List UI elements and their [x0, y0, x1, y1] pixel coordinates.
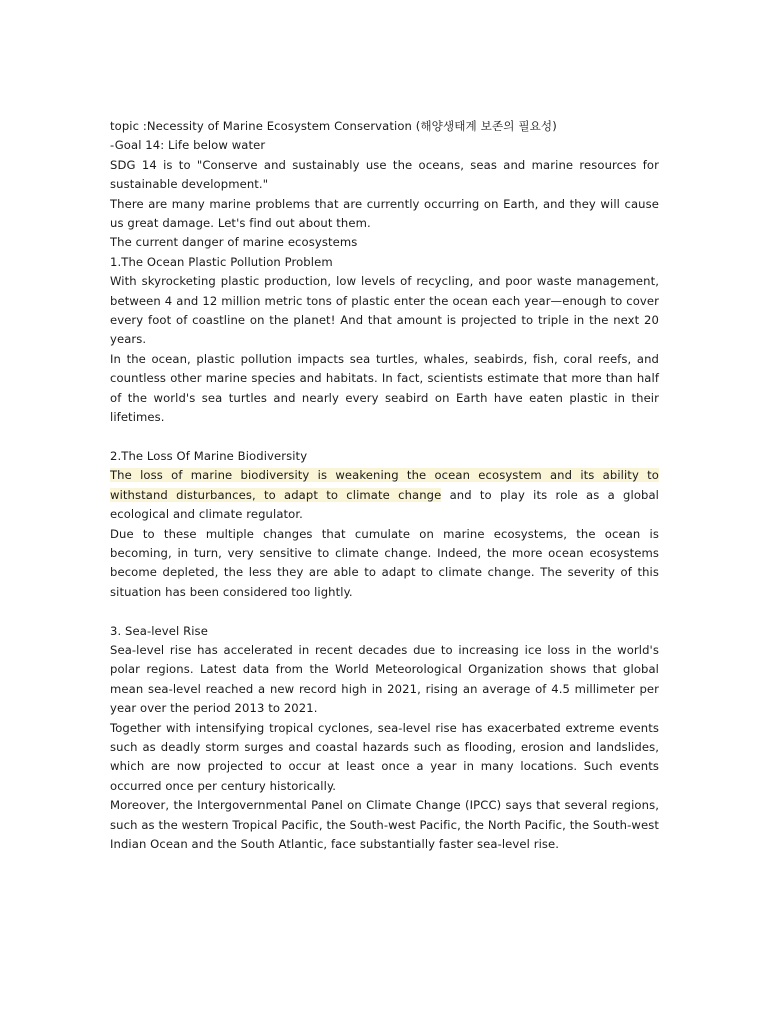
section-heading-biodiversity: 2.The Loss Of Marine Biodiversity: [110, 448, 308, 463]
current-danger-heading: The current danger of marine ecosystems: [110, 235, 358, 250]
goal-line: -Goal 14: Life below water: [110, 138, 266, 153]
plastic-paragraph-1: With skyrocketing plastic production, low levels of recycling, and poor waste management, between 4 and 12 million metric tons of plastic enter the ocean each year—enough to cover every foot of coastline on the planet! And that amount is projected to triple in the next 20 years.: [110, 274, 659, 347]
plastic-paragraph-2: In the ocean, plastic pollution impacts sea turtles, whales, seabirds, fish, coral reefs, and countless other marine species and habitats. In fact, scientists estimate that more than half of the world's sea turtles and nearly every seabird on Earth have eaten plastic in their lifetimes.: [110, 351, 659, 425]
sdg-paragraph: SDG 14 is to "Conserve and sustainably use the oceans, seas and marine resources for sustainable development.": [110, 157, 659, 192]
document-body: [110, 117, 659, 854]
sea-level-paragraph-3: Moreover, the Intergovernmental Panel on Climate Change (IPCC) says that several regions, such as the western Tropical Pacific, the South-west Pacific, the North Pacific, the South-west Indian Ocean and the South Atlantic, face substantially faster sea-level rise.: [110, 798, 659, 851]
sea-level-paragraph-2: Together with intensifying tropical cyclones, sea-level rise has exacerbated extreme events such as deadly storm surges and coastal hazards such as flooding, erosion and landslides, which are now projected to occur at least once a year in many locations. Such events occurred once per century historically.: [110, 720, 659, 793]
biodiversity-paragraph-1: [110, 466, 659, 524]
section-heading-plastic: 1.The Ocean Plastic Pollution Problem: [110, 254, 333, 269]
highlighted-text: The loss of marine biodiversity is weakening the ocean ecosystem and its ability to withstand disturbances, to adapt to climate change: [110, 468, 659, 502]
section-heading-sea-level: 3. Sea-level Rise: [110, 623, 208, 638]
blank-line: [110, 602, 659, 621]
biodiversity-paragraph-2: Due to these multiple changes that cumulate on marine ecosystems, the ocean is becoming, in turn, very sensitive to climate change. Indeed, the more ocean ecosystems become depleted, the less they are able to adapt to climate change. The severity of this situation has been considered too lightly.: [110, 526, 659, 599]
sea-level-paragraph-1: Sea-level rise has accelerated in recent decades due to increasing ice loss in the world's polar regions. Latest data from the World Meteorological Organization shows that global mean sea-level reached a new record high in 2021, rising an average of 4.5 millimeter per year over the period 2013 to 2021.: [110, 642, 659, 716]
paragraph-text: and to play its role as a global ecological and climate regulator.: [110, 487, 659, 522]
blank-line: [110, 428, 659, 447]
topic-line: topic :Necessity of Marine Ecosystem Conservation (해양생태계 보존의 필요성): [110, 119, 557, 133]
intro-paragraph: There are many marine problems that are currently occurring on Earth, and they will cause us great damage. Let's find out about them.: [110, 196, 659, 231]
